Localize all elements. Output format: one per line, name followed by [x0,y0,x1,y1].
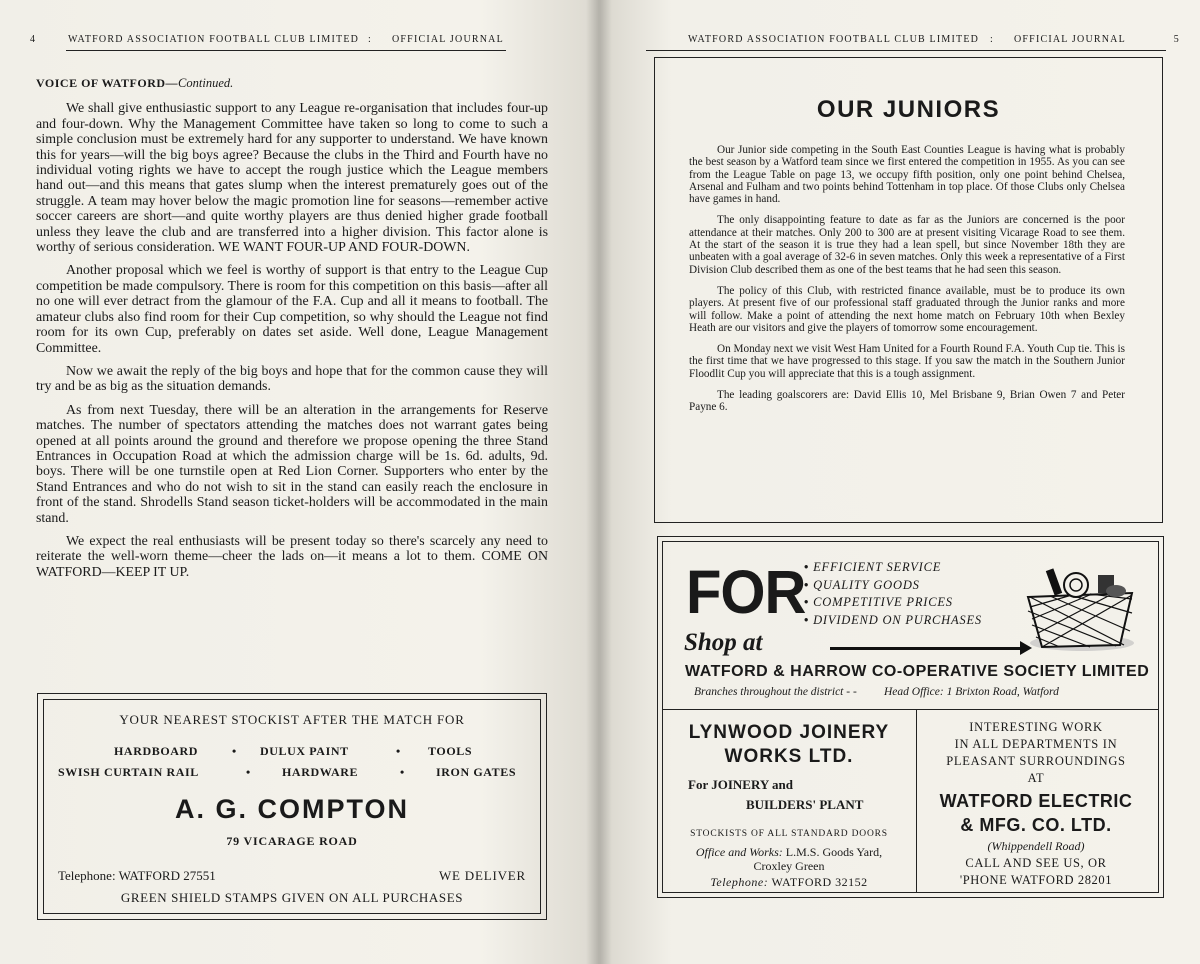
page-gutter [586,0,612,964]
coop-branches [694,686,1059,698]
coop-shop-at: Shop at [684,629,763,656]
header-club: WATFORD ASSOCIATION FOOTBALL CLUB LIMITED [68,34,360,45]
coop-bullet: • QUALITY GOODS [804,577,982,595]
article-paragraph: We expect the real enthusiasts will be present today so there's scarcely any need to reiterate the well-worn theme—cheer the lads on—it means a lot to them. COME ON WATFORD—KEEP IT UP. [36,533,548,580]
section-title-text: VOICE OF WATFORD— [36,76,179,90]
electric-intro [917,719,1155,787]
header-separator: : [990,34,994,45]
lynwood-name-line: LYNWOOD JOINERY [688,722,890,743]
juniors-paragraph: On Monday next we visit West Ham United for a Fourth Round F.A. Youth Cup tie. This is the first time that we have progressed to this stage. If you saw the match in the Southern Junior Floodlit Cup you will appreciate that this is a tough assignment. [689,343,1125,380]
lynwood-advert [662,713,916,891]
advert-company-name: A. G. COMPTON [174,794,409,824]
coop-for-heading: FOR [686,558,806,627]
article-paragraph: Now we await the reply of the big boys and hope that for the common cause they will try and be as big as the situation demands. [36,363,548,395]
electric-name-line: WATFORD ELECTRIC [939,791,1133,811]
divider [662,709,1159,710]
advert-telephone: Telephone: WATFORD 27551 [58,868,216,883]
lynwood-office-address: Croxley Green [753,859,825,873]
lynwood-office-address: L.M.S. Goods Yard, [785,845,883,859]
electric-intro-line: PLEASANT SURROUNDINGS [946,754,1126,768]
juniors-body [689,144,1125,423]
watford-electric-advert [917,713,1155,891]
header-rule [66,50,506,51]
lynwood-office-label: Office and Works: [695,845,783,859]
lynwood-for-line: For JOINERY and [688,777,794,792]
coop-bullet: • DIVIDEND ON PURCHASES [804,612,982,630]
advert-inner-border [43,699,541,914]
bullet: • [400,765,405,779]
juniors-paragraph: The only disappointing feature to date as far as the Juniors are concerned is the poor attendance at their matches. Only 200 to 300 are at present visiting Vicarage Road to see them. At the start of the season it is true they had a lean spell, but since November 18th they are unbeaten with a goal average of 32-6 in seven matches. Only this week a representative of a First Division Club described them as one of the best teams that he had seen this season. [689,214,1125,276]
electric-call-line: CALL AND SEE US, OR [965,856,1107,870]
shopping-basket-icon [1020,563,1140,653]
advert-item: TOOLS [428,744,473,758]
advert-address: 79 VICARAGE ROAD [226,834,358,848]
header-journal: OFFICIAL JOURNAL [392,34,504,45]
lynwood-name [662,721,916,769]
section-title [36,76,548,91]
lynwood-stockists: STOCKISTS OF ALL STANDARD DOORS [690,829,888,839]
header-separator: : [368,34,372,45]
juniors-paragraph: Our Junior side competing in the South East Counties League is having what is probably the best season by a Watford team since we first entered the competition in 1955. As you can see from the League Table on page 13, we occupy fifth position, only one point behind Chelsea, Arsenal and Fulham and two points behind Tottenham in top place. Of those Clubs only Chelsea have games in hand. [689,144,1125,206]
voice-of-watford-article [36,76,548,588]
header-rule [646,50,1166,51]
coop-branches-text: Branches throughout the district - - [694,686,857,698]
adverts-box [657,536,1164,898]
advert-item: SWISH CURTAIN RAIL [58,765,199,779]
advert-stamps: GREEN SHIELD STAMPS GIVEN ON ALL PURCHASES [120,890,464,905]
lynwood-for-line: BUILDERS' PLANT [746,797,864,812]
coop-head-office: Head Office: 1 Brixton Road, Watford [884,686,1059,698]
lynwood-telephone-number: WATFORD 32152 [771,875,868,889]
juniors-paragraph: The policy of this Club, with restricted finance available, must be to produce its own players. At present five of our professional staff graduated through the Junior ranks and more will follow. Make a point of attending the next home match on February 10th when Bexley Heath are our visitors and give the players of tomorrow some encouragement. [689,284,1125,334]
page-number: 4 [30,34,37,45]
advert-item: IRON GATES [436,765,517,779]
lynwood-telephone-label: Telephone: [710,875,769,889]
electric-intro-line: INTERESTING WORK [969,720,1103,734]
juniors-paragraph: The leading goalscorers are: David Ellis 10, Mel Brisbane 9, Brian Owen 7 and Peter Payne 6. [689,389,1125,414]
article-paragraph: As from next Tuesday, there will be an alteration in the arrangements for Reserve matches. The number of spectators attending the matches does not warrant gates being opened at all points around the ground and therefore we propose opening the three Stand Entrances in Occupation Road at which the admission charge will be 1s. 6d. adults, 9d. boys. There will be one turnstile open at Red Lion Corner. Supporters who enter by the Stand Entrances and who do not wish to sit in the stand can easily reach the enclosure in front of the stand. Shrodells Stand season ticket-holders will be accommodated in the main stand. [36,402,548,526]
coop-bullet: • EFFICIENT SERVICE [804,559,982,577]
advert-deliver: WE DELIVER [438,868,526,883]
header-journal: OFFICIAL JOURNAL [1014,34,1126,45]
electric-intro-line: IN ALL DEPARTMENTS IN [954,737,1118,751]
coop-bullets [804,559,982,629]
advert-item: DULUX PAINT [260,744,349,758]
section-continued: Continued. [178,76,234,90]
electric-name [917,789,1155,837]
electric-call [917,855,1155,889]
advert-headline: YOUR NEAREST STOCKIST AFTER THE MATCH FOR [119,712,465,727]
our-juniors-box [654,57,1163,523]
page-number: 5 [1173,34,1180,45]
bullet: • [232,744,237,758]
arrow-icon [830,647,1026,650]
electric-intro-line: AT [1027,771,1045,785]
lynwood-office [662,845,916,873]
electric-road: (Whippendell Road) [987,839,1085,853]
lynwood-name-line: WORKS LTD. [724,746,854,767]
bullet: • [246,765,251,779]
compton-advert [37,693,547,920]
article-paragraph: Another proposal which we feel is worthy of support is that entry to the League Cup competition be made compulsory. There is room for this competition on this basis—after all no one will ever detract from the glamour of the F.A. Cup and all it means to football. The amateur clubs also find room for their Cup competition, so why should the League not find room for its own Cup, preferably on dates set aside. Well done, League Management Committee. [36,263,548,356]
electric-name-line: & MFG. CO. LTD. [960,815,1112,835]
bullet: • [396,744,401,758]
article-paragraph: We shall give enthusiastic support to any League re-organisation that includes four-up and four-down. Why the Management Committee have taken so long to come to such a simple conclusion must be extremely hard for any supporter to understand. We have known this for years—will the big boys agree? Because the clubs in the Third and Fourth have no individual voting rights we have to accept the rough justice which the League members hand out—and this means that gates slump when the interest prematurely goes out of the struggle. A team may hover below the magic promotion line for seasons—remember active soccer careers are short—and quite worthy players are thus denied higher grade football unless they leave the club and are transferred into a higher division. This factor alone is worthy of serious consideration. WE WANT FOUR-UP AND FOUR-DOWN. [36,101,548,256]
advert-item: HARDWARE [282,765,359,779]
electric-call-line: 'PHONE WATFORD 28201 [959,873,1113,887]
coop-bullet: • COMPETITIVE PRICES [804,594,982,612]
advert-item: HARDBOARD [114,744,199,758]
header-club: WATFORD ASSOCIATION FOOTBALL CLUB LIMITED [688,34,980,45]
lynwood-telephone [662,875,916,890]
coop-society-name: WATFORD & HARROW CO-OPERATIVE SOCIETY LIMITED [685,663,1150,680]
juniors-title: OUR JUNIORS [816,96,1001,123]
right-page [600,0,1200,964]
